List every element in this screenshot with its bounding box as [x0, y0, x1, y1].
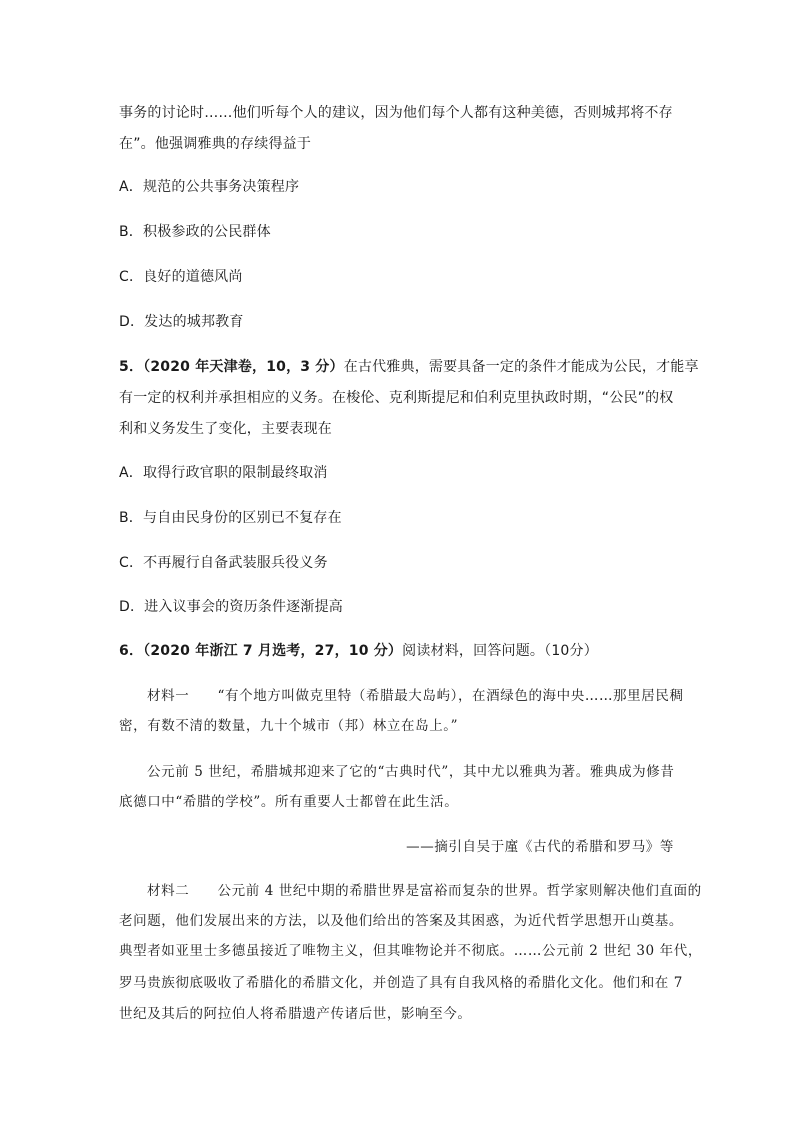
q5-option-a: A．取得行政官职的限制最终取消: [119, 465, 328, 481]
material-2-line-2: 老问题，他们发展出来的方法，以及他们给出的答案及其困惑，为近代哲学思想开山奠基。: [119, 913, 683, 929]
material-1-line-1: 材料一 “有个地方叫做克里特（希腊最大岛屿），在酒绿色的海中央……那里居民稠: [147, 688, 684, 704]
material-2-line-4: 罗马贵族彻底吸收了希腊化的希腊文化，并创造了具有自我风格的希腊化文化。他们和在 7: [119, 975, 683, 991]
q5-stem-line-2: 有一定的权利并承担相应的义务。在梭伦、克利斯提尼和伯利克里执政时期，“公民”的权: [119, 390, 674, 406]
q4-option-a: A．规范的公共事务决策程序: [119, 179, 300, 195]
q6-prompt: 阅读材料，回答问题。（10分）: [402, 643, 598, 659]
q6-source: （2020 年浙江 7 月选考，27，10 分）: [143, 643, 403, 659]
material-2-line-3: 典型者如亚里士多德虽接近了唯物主义，但其唯物论并不彻底。……公元前 2 世纪 30 年代，: [119, 943, 702, 959]
q4-option-b: B．积极参政的公民群体: [119, 224, 271, 240]
q6-number: 6．: [119, 643, 144, 659]
q4-option-d: D．发达的城邦教育: [119, 314, 244, 330]
q5-number: 5．: [119, 359, 144, 375]
material-1-line-2: 密，有数不清的数量，九十个城市（邦）林立在岛上。”: [119, 718, 459, 734]
stem-text-line-1: 事务的讨论时……他们听每个人的建议，因为他们每个人都有这种美德，否则城邦将不存: [119, 105, 673, 121]
q5-option-c: C．不再履行自备武装服兵役义务: [119, 555, 328, 571]
q5-stem-line-1: [119, 357, 699, 377]
q5-stem-line-3: 利和义务发生了变化，主要表现在: [119, 421, 332, 437]
stem-text-line-2: 在”。他强调雅典的存续得益于: [119, 136, 312, 152]
q4-option-c: C．良好的道德风尚: [119, 269, 243, 285]
q6-stem-line: [119, 641, 598, 661]
q5-option-b: B．与自由民身份的区别已不复存在: [119, 510, 342, 526]
q5-option-d: D．进入议事会的资历条件逐渐提高: [119, 599, 343, 615]
material-1-line-3: 公元前 5 世纪，希腊城邦迎来了它的“古典时代”，其中尤以雅典为著。雅典成为修昔: [147, 764, 675, 780]
material-2-line-1: 材料二 公元前 4 世纪中期的希腊世界是富裕而复杂的世界。哲学家则解决他们直面的: [147, 883, 702, 899]
q5-stem-text: 在古代雅典，需要具备一定的条件才能成为公民，才能享: [343, 359, 699, 375]
material-2-line-5: 世纪及其后的阿拉伯人将希腊遗产传诸后世，影响至今。: [119, 1006, 472, 1022]
material-1-citation: ——摘引自吴于廑《古代的希腊和罗马》等: [406, 839, 674, 855]
q5-source: （2020 年天津卷，10，3 分）: [143, 359, 344, 375]
material-1-line-4: 底德口中“希腊的学校”。所有重要人士都曾在此生活。: [119, 794, 459, 810]
